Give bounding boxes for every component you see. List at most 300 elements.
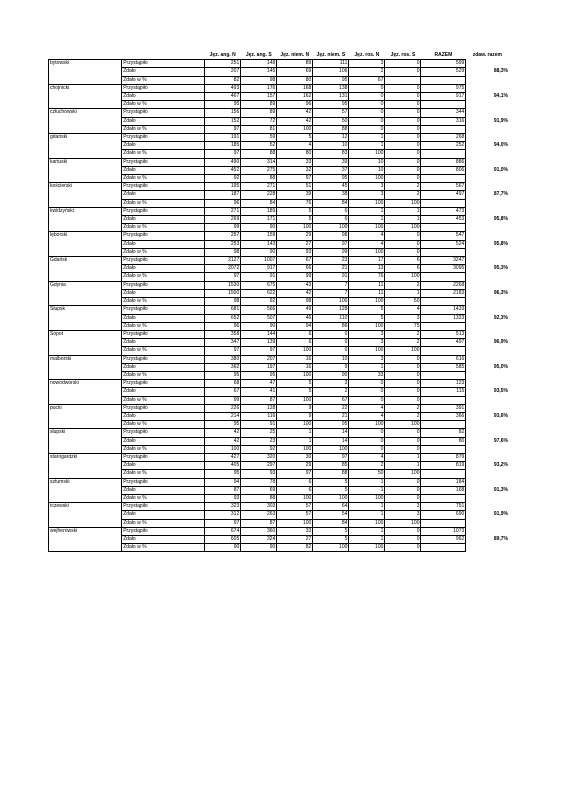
table-row bbox=[49, 314, 510, 322]
pass-rate: 91,0% bbox=[493, 166, 508, 173]
value-cell: 207 bbox=[241, 355, 277, 363]
value-cell: 11 bbox=[349, 281, 385, 289]
value-cell: 257 bbox=[205, 232, 241, 240]
table-row bbox=[49, 76, 510, 84]
table-row bbox=[49, 470, 510, 478]
table-row bbox=[49, 306, 510, 314]
table-row bbox=[49, 486, 510, 494]
table-row bbox=[49, 519, 510, 527]
district-name: kartuski bbox=[49, 158, 122, 166]
value-cell: 84 bbox=[313, 519, 349, 527]
value-cell: 99 bbox=[277, 273, 313, 281]
table-row bbox=[49, 347, 510, 355]
value-cell: 0 bbox=[385, 363, 421, 371]
pass-rate: 95,0% bbox=[493, 363, 508, 370]
value-cell: 27 bbox=[277, 240, 313, 248]
value-cell: 1 bbox=[349, 527, 385, 535]
district-name: wejherowski bbox=[49, 527, 122, 535]
value-cell: 681 bbox=[205, 306, 241, 314]
value-cell: 100 bbox=[349, 150, 385, 158]
value-cell: 2 bbox=[385, 191, 421, 199]
value-cell: 269 bbox=[205, 216, 241, 224]
table-row bbox=[49, 363, 510, 371]
value-cell: 97 bbox=[277, 175, 313, 183]
district-name bbox=[49, 462, 122, 470]
value-cell: 9 bbox=[277, 404, 313, 412]
value-cell: 42 bbox=[277, 289, 313, 297]
value-cell: 0 bbox=[313, 339, 349, 347]
value-cell: 42 bbox=[277, 109, 313, 117]
row-category: Zdało bbox=[122, 437, 205, 445]
value-cell: 100 bbox=[277, 421, 313, 429]
value-cell: 0 bbox=[385, 166, 421, 174]
value-cell: 1 bbox=[385, 216, 421, 224]
value-cell: 98 bbox=[205, 298, 241, 306]
table-row bbox=[49, 421, 510, 429]
value-cell: 176 bbox=[241, 84, 277, 92]
value-cell: 2 bbox=[385, 404, 421, 412]
value-cell: 159 bbox=[241, 232, 277, 240]
value-cell: 100 bbox=[385, 199, 421, 207]
value-cell: 1 bbox=[385, 289, 421, 297]
pass-rate bbox=[466, 232, 510, 240]
value-cell: 95 bbox=[205, 470, 241, 478]
table-row bbox=[49, 404, 510, 412]
value-cell: 10 bbox=[349, 158, 385, 166]
district-name bbox=[49, 298, 122, 306]
value-cell: 100 bbox=[349, 519, 385, 527]
row-category: Przystąpiło bbox=[122, 84, 205, 92]
row-category: Zdało w % bbox=[122, 494, 205, 502]
value-cell: 76 bbox=[349, 273, 385, 281]
header-blank bbox=[122, 52, 205, 60]
value-cell: 3 bbox=[385, 314, 421, 322]
value-cell: 0 bbox=[349, 380, 385, 388]
value-cell: 14 bbox=[313, 429, 349, 437]
value-cell: 271 bbox=[241, 183, 277, 191]
header-blank bbox=[49, 52, 122, 60]
value-cell: 323 bbox=[205, 503, 241, 511]
row-category: Zdało bbox=[122, 314, 205, 322]
district-name: Gdańsk bbox=[49, 257, 122, 265]
value-cell: 314 bbox=[241, 158, 277, 166]
value-cell: 29 bbox=[277, 462, 313, 470]
value-cell bbox=[421, 519, 466, 527]
value-cell bbox=[421, 371, 466, 379]
value-cell: 566 bbox=[241, 306, 277, 314]
value-cell: 4 bbox=[385, 306, 421, 314]
value-cell: 59 bbox=[241, 134, 277, 142]
table-row bbox=[49, 117, 510, 125]
value-cell: 96 bbox=[277, 101, 313, 109]
value-cell: 88 bbox=[313, 125, 349, 133]
value-cell: 0 bbox=[385, 527, 421, 535]
value-cell: 84 bbox=[241, 199, 277, 207]
value-cell: 622 bbox=[241, 289, 277, 297]
value-cell: 5 bbox=[277, 134, 313, 142]
row-category: Zdało w % bbox=[122, 76, 205, 84]
value-cell: 97 bbox=[205, 125, 241, 133]
value-cell bbox=[421, 199, 466, 207]
table-row bbox=[49, 412, 510, 420]
row-category: Zdało bbox=[122, 240, 205, 248]
value-cell: 1073 bbox=[421, 527, 466, 535]
pass-rate: 88,3% bbox=[493, 68, 508, 75]
pass-rate: 93,2% bbox=[493, 462, 508, 469]
table-row bbox=[49, 248, 510, 256]
value-cell: 207 bbox=[205, 68, 241, 76]
value-cell: 3 bbox=[349, 339, 385, 347]
row-category: Zdało w % bbox=[122, 347, 205, 355]
value-cell: 1 bbox=[349, 134, 385, 142]
row-category: Zdało w % bbox=[122, 150, 205, 158]
pass-rate bbox=[466, 527, 510, 535]
table-row bbox=[49, 158, 510, 166]
value-cell: 97 bbox=[313, 453, 349, 461]
value-cell: 16 bbox=[277, 363, 313, 371]
row-category: Przystąpiło bbox=[122, 109, 205, 117]
value-cell: 297 bbox=[241, 462, 277, 470]
district-name bbox=[49, 191, 122, 199]
table-row bbox=[49, 216, 510, 224]
value-cell: 100 bbox=[385, 347, 421, 355]
value-cell: 88 bbox=[313, 470, 349, 478]
value-cell: 0 bbox=[385, 158, 421, 166]
value-cell: 513 bbox=[421, 330, 466, 338]
table-row bbox=[49, 445, 510, 453]
district-name bbox=[49, 150, 122, 158]
value-cell: 94 bbox=[277, 322, 313, 330]
header-ang-s: Jęz. ang. S bbox=[245, 52, 272, 58]
value-cell: 547 bbox=[421, 232, 466, 240]
value-cell: 6 bbox=[385, 257, 421, 265]
pass-rate bbox=[466, 347, 510, 355]
value-cell: 3 bbox=[349, 355, 385, 363]
pass-rate bbox=[466, 109, 510, 117]
table-row bbox=[49, 462, 510, 470]
district-name bbox=[49, 142, 122, 150]
value-cell: 90 bbox=[241, 322, 277, 330]
table-row bbox=[49, 322, 510, 330]
value-cell bbox=[421, 298, 466, 306]
district-name bbox=[49, 289, 122, 297]
district-name: Sopot bbox=[49, 330, 122, 338]
pass-rate bbox=[466, 494, 510, 502]
pass-rate bbox=[466, 298, 510, 306]
district-name: tczewski bbox=[49, 503, 122, 511]
pass-rate bbox=[466, 421, 510, 429]
value-cell: 30 bbox=[277, 453, 313, 461]
district-name bbox=[49, 363, 122, 371]
value-cell: 100 bbox=[205, 445, 241, 453]
value-cell: 1433 bbox=[421, 306, 466, 314]
row-category: Zdało w % bbox=[122, 445, 205, 453]
value-cell: 27 bbox=[277, 535, 313, 543]
district-name: bytowski bbox=[49, 60, 122, 68]
row-category: Przystąpiło bbox=[122, 503, 205, 511]
pass-rate bbox=[466, 453, 510, 461]
row-category: Zdało bbox=[122, 68, 205, 76]
value-cell: 1 bbox=[349, 216, 385, 224]
value-cell: 100 bbox=[277, 347, 313, 355]
district-name bbox=[49, 248, 122, 256]
value-cell: 1007 bbox=[241, 257, 277, 265]
table-row bbox=[49, 199, 510, 207]
value-cell: 145 bbox=[241, 68, 277, 76]
value-cell: 962 bbox=[421, 535, 466, 543]
pass-rate bbox=[466, 248, 510, 256]
table-row bbox=[49, 125, 510, 133]
value-cell: 0 bbox=[349, 93, 385, 101]
value-cell: 599 bbox=[421, 60, 466, 68]
value-cell: 690 bbox=[421, 511, 466, 519]
value-cell: 97 bbox=[205, 150, 241, 158]
value-cell: 358 bbox=[205, 330, 241, 338]
value-cell: 185 bbox=[205, 142, 241, 150]
value-cell: 69 bbox=[277, 68, 313, 76]
district-name bbox=[49, 339, 122, 347]
value-cell: 1 bbox=[385, 453, 421, 461]
value-cell: 529 bbox=[421, 68, 466, 76]
value-cell: 23 bbox=[241, 437, 277, 445]
value-cell: 2 bbox=[349, 462, 385, 470]
value-cell: 0 bbox=[385, 150, 421, 158]
value-cell: 98 bbox=[277, 298, 313, 306]
value-cell: 347 bbox=[205, 339, 241, 347]
row-category: Zdało w % bbox=[122, 199, 205, 207]
value-cell: 50 bbox=[349, 470, 385, 478]
value-cell: 168 bbox=[421, 486, 466, 494]
value-cell: 88 bbox=[241, 175, 277, 183]
value-cell: 228 bbox=[241, 191, 277, 199]
pass-rate: 96,3% bbox=[493, 289, 508, 296]
header-row bbox=[49, 52, 510, 60]
value-cell: 128 bbox=[241, 404, 277, 412]
value-cell: 0 bbox=[313, 347, 349, 355]
value-cell bbox=[421, 125, 466, 133]
value-cell: 380 bbox=[205, 355, 241, 363]
pass-rate: 95,8% bbox=[493, 216, 508, 223]
district-name bbox=[49, 511, 122, 519]
value-cell: 0 bbox=[385, 437, 421, 445]
pass-rate bbox=[466, 158, 510, 166]
value-cell: 96 bbox=[205, 199, 241, 207]
value-cell: 42 bbox=[205, 429, 241, 437]
header-niem-n: Jęz. niem. N bbox=[280, 52, 310, 58]
value-cell: 88 bbox=[241, 494, 277, 502]
pass-rate: 91,9% bbox=[493, 511, 508, 518]
pass-rate bbox=[466, 60, 510, 68]
value-cell: 917 bbox=[421, 93, 466, 101]
pass-rate bbox=[466, 306, 510, 314]
value-cell: 0 bbox=[385, 445, 421, 453]
district-name bbox=[49, 322, 122, 330]
value-cell: 6 bbox=[277, 478, 313, 486]
value-cell: 14 bbox=[313, 437, 349, 445]
value-cell: 95 bbox=[313, 101, 349, 109]
value-cell: 0 bbox=[385, 240, 421, 248]
pass-rate bbox=[466, 322, 510, 330]
table-row bbox=[49, 183, 510, 191]
value-cell: 497 bbox=[421, 191, 466, 199]
table-row bbox=[49, 355, 510, 363]
row-category: Przystąpiło bbox=[122, 183, 205, 191]
table-row bbox=[49, 273, 510, 281]
value-cell: 0 bbox=[385, 93, 421, 101]
value-cell: 88 bbox=[241, 150, 277, 158]
value-cell: 78 bbox=[241, 478, 277, 486]
value-cell: 57 bbox=[277, 511, 313, 519]
table-row bbox=[49, 289, 510, 297]
district-name bbox=[49, 437, 122, 445]
value-cell: 97 bbox=[241, 347, 277, 355]
row-category: Przystąpiło bbox=[122, 429, 205, 437]
table-row bbox=[49, 240, 510, 248]
value-cell: 360 bbox=[241, 527, 277, 535]
table-row bbox=[49, 494, 510, 502]
row-category: Zdało bbox=[122, 363, 205, 371]
row-category: Zdało bbox=[122, 191, 205, 199]
value-cell: 100 bbox=[349, 544, 385, 552]
pass-rate bbox=[466, 76, 510, 84]
value-cell: 69 bbox=[241, 486, 277, 494]
pass-rate bbox=[466, 371, 510, 379]
table-row bbox=[49, 142, 510, 150]
value-cell: 1 bbox=[385, 207, 421, 215]
value-cell: 23 bbox=[313, 257, 349, 265]
value-cell: 493 bbox=[205, 84, 241, 92]
value-cell: 85 bbox=[313, 462, 349, 470]
district-name bbox=[49, 412, 122, 420]
value-cell: 3 bbox=[349, 191, 385, 199]
row-category: Przystąpiło bbox=[122, 207, 205, 215]
value-cell: 4 bbox=[349, 240, 385, 248]
value-cell: 195 bbox=[205, 183, 241, 191]
value-cell: 1 bbox=[349, 207, 385, 215]
value-cell: 75 bbox=[385, 322, 421, 330]
value-cell: 0 bbox=[349, 388, 385, 396]
value-cell: 362 bbox=[205, 363, 241, 371]
table-row bbox=[49, 265, 510, 273]
value-cell bbox=[421, 470, 466, 478]
value-cell: 16 bbox=[277, 355, 313, 363]
row-category: Zdało bbox=[122, 535, 205, 543]
value-cell: 312 bbox=[205, 511, 241, 519]
table-row bbox=[49, 257, 510, 265]
value-cell: 11 bbox=[349, 289, 385, 297]
value-cell: 316 bbox=[421, 117, 466, 125]
value-cell bbox=[421, 322, 466, 330]
row-category: Zdało bbox=[122, 511, 205, 519]
district-name bbox=[49, 371, 122, 379]
pass-rate: 94,1% bbox=[493, 93, 508, 100]
table-row bbox=[49, 134, 510, 142]
value-cell: 21 bbox=[313, 265, 349, 273]
value-cell: 879 bbox=[421, 453, 466, 461]
value-cell: 96 bbox=[205, 322, 241, 330]
row-category: Zdało w % bbox=[122, 421, 205, 429]
value-cell: 128 bbox=[313, 306, 349, 314]
pass-rate bbox=[466, 125, 510, 133]
value-cell: 2 bbox=[313, 388, 349, 396]
value-cell: 0 bbox=[385, 125, 421, 133]
table-row bbox=[49, 437, 510, 445]
value-cell: 5 bbox=[277, 380, 313, 388]
value-cell: 2268 bbox=[421, 281, 466, 289]
row-category: Przystąpiło bbox=[122, 355, 205, 363]
value-cell: 110 bbox=[313, 314, 349, 322]
value-cell: 605 bbox=[205, 535, 241, 543]
value-cell: 92 bbox=[241, 298, 277, 306]
value-cell: 89 bbox=[277, 60, 313, 68]
value-cell: 97 bbox=[205, 273, 241, 281]
value-cell: 42 bbox=[277, 117, 313, 125]
pass-rate bbox=[466, 330, 510, 338]
value-cell bbox=[421, 494, 466, 502]
value-cell: 38 bbox=[313, 191, 349, 199]
district-name: słupski bbox=[49, 429, 122, 437]
value-cell: 100 bbox=[385, 519, 421, 527]
value-cell: 567 bbox=[421, 183, 466, 191]
value-cell: 84 bbox=[313, 199, 349, 207]
value-cell: 67 bbox=[349, 76, 385, 84]
value-cell: 3247 bbox=[421, 257, 466, 265]
row-category: Przystąpiło bbox=[122, 257, 205, 265]
value-cell: 3095 bbox=[421, 265, 466, 273]
value-cell: 33 bbox=[349, 371, 385, 379]
value-cell: 100 bbox=[313, 224, 349, 232]
district-name bbox=[49, 544, 122, 552]
value-cell: 57 bbox=[313, 109, 349, 117]
pass-rate bbox=[466, 404, 510, 412]
district-name: Gdynia bbox=[49, 281, 122, 289]
value-cell: 91 bbox=[241, 273, 277, 281]
value-cell: 92 bbox=[241, 445, 277, 453]
value-cell: 268 bbox=[421, 134, 466, 142]
value-cell: 0 bbox=[313, 330, 349, 338]
value-cell: 214 bbox=[205, 412, 241, 420]
pass-rate bbox=[466, 84, 510, 92]
pass-rate: 95,8% bbox=[493, 240, 508, 247]
value-cell: 111 bbox=[313, 60, 349, 68]
value-cell: 29 bbox=[277, 232, 313, 240]
value-cell: 99 bbox=[205, 396, 241, 404]
value-cell: 100 bbox=[277, 125, 313, 133]
value-cell: 100 bbox=[349, 175, 385, 183]
value-cell: 100 bbox=[385, 224, 421, 232]
row-category: Zdało bbox=[122, 462, 205, 470]
table-body bbox=[49, 60, 510, 552]
value-cell: 93 bbox=[277, 248, 313, 256]
value-cell: 490 bbox=[205, 158, 241, 166]
value-cell: 3 bbox=[349, 183, 385, 191]
district-name bbox=[49, 224, 122, 232]
value-cell: 3 bbox=[385, 511, 421, 519]
value-cell: 49 bbox=[277, 306, 313, 314]
value-cell: 886 bbox=[421, 158, 466, 166]
district-name: kwidzyński bbox=[49, 207, 122, 215]
value-cell bbox=[421, 150, 466, 158]
district-name bbox=[49, 240, 122, 248]
header-ang-n: Jęz. ang. N bbox=[209, 52, 236, 58]
value-cell: 751 bbox=[421, 503, 466, 511]
district-name: człuchowski bbox=[49, 109, 122, 117]
value-cell: 0 bbox=[385, 68, 421, 76]
row-category: Zdało w % bbox=[122, 322, 205, 330]
value-cell: 0 bbox=[385, 232, 421, 240]
value-cell: 47 bbox=[241, 380, 277, 388]
value-cell: 0 bbox=[385, 380, 421, 388]
